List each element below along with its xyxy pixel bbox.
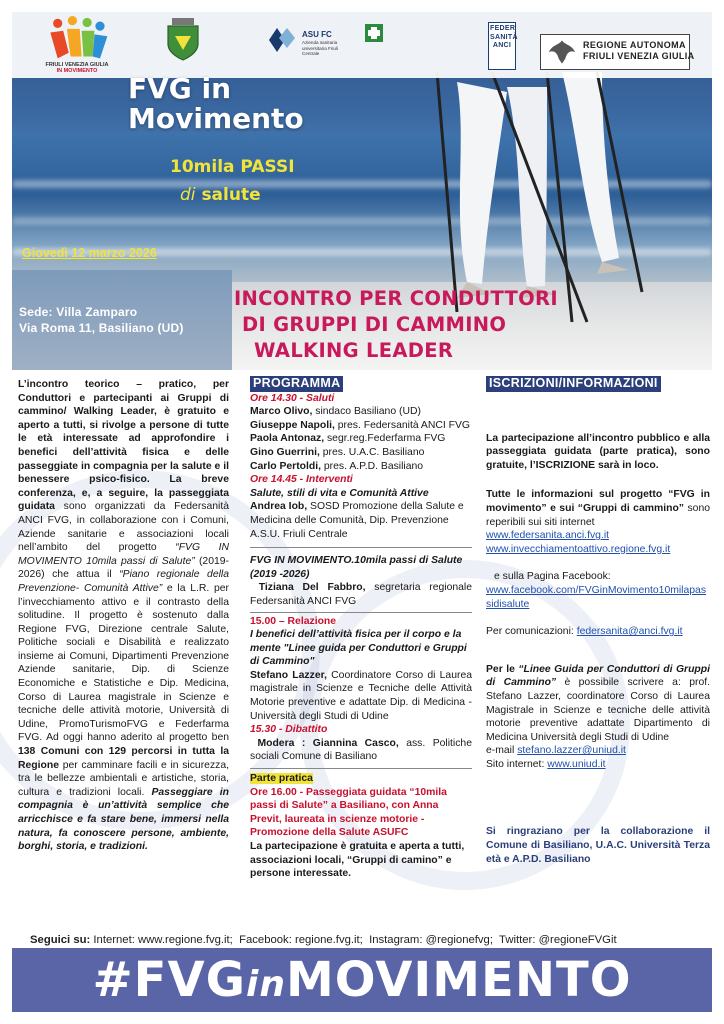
practical-label: Parte pratica — [250, 773, 313, 785]
intro-column — [18, 378, 229, 854]
event-title-line-2: DI GRUPPI DI CAMMINO — [242, 313, 507, 336]
event-date: Giovedì 12 marzo 2026 — [22, 246, 157, 260]
speaker-name: Modera : Giannina Casco, — [257, 737, 399, 749]
thanks-text: Si ringraziano per la collaborazione il Comune di Basiliano, U.A.C. Università Terza età e A.P.D. Basiliano — [486, 826, 710, 865]
fvg-in-movimento-caption — [28, 62, 126, 74]
hashtag-part-fvg: #FVG — [92, 952, 247, 1008]
speaker-row — [250, 669, 472, 723]
speaker-name: Stefano Lazzer, — [250, 669, 327, 681]
email-label: e-mail — [486, 745, 515, 757]
fvg-in-movimento-logo — [44, 16, 110, 62]
site-label: Sito internet: — [486, 758, 545, 770]
speaker-row — [250, 405, 472, 419]
intro-text-4: (2019- 2026) che attua il — [18, 555, 230, 581]
intro-plan-name: “Piano regionale della Prevenzione- Comunità Attive” — [18, 569, 230, 594]
hero-title-line-2: Movimento — [128, 102, 304, 135]
guidelines-title: “Linee Guida per Conduttori di Gruppi di Cammino” — [486, 663, 710, 689]
regione-line-1: REGIONE AUTONOMA — [583, 40, 686, 50]
communication-label: Per comunicazioni: — [486, 626, 574, 638]
guidelines-contact: è possibile scrivere a: prof. Stefano Lazzer, coordinatore Corso di Laurea Magistrale in Scienze e tecniche delle attività motorie preventive adattate Dipartimento di Medicina Università degli Studi di Udine — [486, 677, 710, 743]
divider — [250, 547, 472, 548]
uniud-site-row — [486, 758, 710, 772]
speaker-name: Marco Olivo, — [250, 406, 313, 418]
speaker-name: Giuseppe Napoli, — [250, 419, 335, 431]
facebook-link[interactable]: www.facebook.com/FVGinMovimento10milapassidisalute — [486, 584, 707, 610]
asu-subtitle: Azienda sanitaria universitaria Friuli Centrale — [302, 40, 338, 56]
intro-text-8: per camminare facili e in sicurezza, tra le bellezze ambientali e artistiche, storia, cultura e tradizioni locali. — [18, 759, 229, 798]
asu-title: ASU FC — [302, 30, 332, 39]
guidelines-intro: Per le — [486, 663, 515, 675]
hashtag-part-in: in — [246, 964, 286, 1005]
speaker-row — [250, 460, 472, 474]
guidelines-text — [486, 663, 710, 745]
program-time-relazione: 15.00 – Relazione — [250, 615, 337, 627]
speaker-role: SOSD Promozione della Salute e Medicina delle Comunità, Dip. Prevenzione A.S.U. Friuli Centrale — [250, 501, 464, 540]
info-project-label: Tutte le informazioni sul progetto “FVG in movimento” e sui “Gruppi di cammino” — [486, 489, 710, 514]
hero-subtitle-salute — [180, 186, 261, 204]
program-column — [250, 376, 472, 881]
speaker-role: Coordinatore Corso di Laurea magistrale in Scienze e Tecniche delle Attività Motorie preventive e adattate Dip. di Medicina - Università degli Studi di Udine — [250, 669, 472, 722]
hashtag-banner — [12, 948, 712, 1012]
uniud-link[interactable]: www.uniud.it — [547, 758, 606, 770]
intro-comuni-count: 138 Comuni con 129 percorsi in tutta la Regione — [18, 746, 229, 771]
speaker-row — [250, 432, 472, 446]
lazzer-email-link[interactable]: stefano.lazzer@uniud.it — [517, 745, 626, 757]
facebook-handle[interactable]: Facebook: regione.fvg.it; — [239, 934, 363, 946]
speaker-row — [250, 500, 472, 541]
event-title-line-1: INCONTRO PER CONDUTTORI — [234, 287, 558, 310]
speaker-name: Gino Guerrini, — [250, 446, 320, 458]
venue-line-2: Via Roma 11, Basiliano (UD) — [19, 321, 184, 335]
intro-text-2: sono organizzati da Federsanità ANCI FVG, in collaborazione con i Comuni, Aziende sanitarie e associazioni locali nell’ambito del progetto — [18, 501, 230, 554]
program-talk-title: Salute, stili di vita e Comunità Attive — [250, 487, 429, 499]
program-time-dibattito: 15.30 - Dibattito — [250, 724, 328, 736]
speaker-role: ass. Politiche sociali Comune di Basiliano — [250, 737, 472, 763]
speaker-name: Carlo Pertoldi, — [250, 460, 322, 472]
intro-text-6: e la L.R. per l’invecchiamento attivo e il contrasto della solitudine. Il progetto è sostenuto dalla Regione FVG, Direzione centrale Salute, Politiche sociali e Disabilità e realizzato insieme ai Comuni, Dipartimenti Prevenzione Aziende sanitarie, Dip. di Scienze Economiche e Statistiche e Dip. Medicina, Corso di Laurea magistrale in Scienze e tecniche delle attività motorie, Università di Udine, PromoTurismoFVG e Federfarma FVG. Ad oggi hanno aderito al progetto ben — [18, 582, 229, 744]
speaker-role: sindaco Basiliano (UD) — [315, 406, 421, 418]
intro-text-1: L’incontro teorico – pratico, per Conduttori e partecipanti ai Gruppi di cammino/ Walking Leader, è gratuito e aperto a tutti, si rivolge a persone di tutte le età interessate ad approfondire i benefici dell’attività fisica e delle passeggiate in compagnia per la salute e il benessere psico-fisico. La breve conferenza, e, a seguire, la passeggiata guidata — [18, 379, 229, 513]
facebook-link-row — [486, 584, 710, 611]
federsanita-email-link[interactable]: federsanita@anci.fvg.it — [576, 626, 683, 638]
regione-line-2: FRIULI VENEZIA GIULIA — [583, 50, 695, 61]
speaker-role: pres. U.A.C. Basiliano — [322, 446, 425, 458]
practical-label-row — [250, 772, 472, 786]
invecchiamento-link[interactable]: www.invecchiamentoattivo.regione.fvg.it — [486, 543, 671, 555]
info-heading: ISCRIZIONI/INFORMAZIONI — [486, 376, 661, 392]
hero-title-line-1: FVG in — [128, 72, 232, 105]
communication-row — [486, 625, 710, 639]
info-project-sites: sono reperibili sui siti internet — [486, 502, 711, 528]
regione-fvg-text — [583, 40, 695, 61]
eagle-icon — [545, 37, 579, 67]
speaker-row — [250, 581, 472, 608]
info-project-text — [486, 488, 710, 529]
lazzer-email-row — [486, 744, 710, 758]
logo-caption-region: FRIULI VENEZIA GIULIA — [45, 62, 109, 68]
internet-link[interactable]: Internet: www.regione.fvg.it; — [93, 934, 233, 946]
program-time-saluti: Ore 14.30 - Saluti — [250, 392, 335, 404]
speaker-role: segr.reg.Federfarma FVG — [326, 433, 446, 445]
twitter-handle[interactable]: Twitter: @regioneFVGit — [499, 934, 617, 946]
program-talk-title: FVG IN MOVIMENTO.10mila passi di Salute (2019 -2026) — [250, 555, 463, 580]
speaker-row — [250, 737, 472, 764]
event-venue — [19, 304, 184, 336]
federsanita-logo-text: FEDER SANITÀ ANCI — [490, 25, 518, 49]
program-walk-note: La partecipazione è gratuita e aperta a tutti, associazioni locali, “Gruppi di camino” e persone interessate. — [250, 841, 465, 880]
hero-title — [128, 74, 304, 134]
speaker-role: pres. A.P.D. Basiliano — [323, 460, 424, 472]
hero-subtitle-passi: 10mila PASSI — [170, 157, 295, 177]
speaker-row — [250, 419, 472, 433]
info-registration: La partecipazione all’incontro pubblico e alla passeggiata guidata (parte pratica), sono gratuite, l’ISCRIZIONE sarà in loco. — [486, 432, 710, 471]
federsanita-link[interactable]: www.federsanita.anci.fvg.it — [486, 530, 610, 542]
event-title-line-3: WALKING LEADER — [254, 339, 454, 362]
divider — [250, 612, 472, 613]
speaker-name: Andrea Iob, — [250, 501, 308, 513]
intro-closing: Passeggiare in compagnia è un’attività semplice che arricchisce e fa stare bene, immersi nella natura, fa conoscere persone, ambiente, borghi, storia, e tradizioni. — [18, 786, 229, 853]
program-time-interventi: Ore 14.45 - Interventi — [250, 474, 353, 486]
invecchiamento-link-row — [486, 543, 710, 557]
program-talk-title: I benefici dell’attività fisica per il corpo e la mente "Linee guida per Conduttori e Gruppi di Cammino" — [250, 629, 467, 668]
federfarma-logo — [363, 16, 467, 56]
speaker-row — [250, 446, 472, 460]
subtitle-salute-word: salute — [201, 185, 261, 205]
social-follow-line — [30, 934, 617, 946]
venue-line-1: Sede: Villa Zamparo — [19, 305, 138, 319]
basiliano-crest-logo — [160, 16, 206, 62]
program-heading: PROGRAMMA — [250, 376, 343, 392]
subtitle-di: di — [180, 185, 196, 205]
speaker-name: Paola Antonaz, — [250, 433, 325, 445]
instagram-handle[interactable]: Instagram: @regionefvg; — [369, 934, 493, 946]
speaker-role: pres. Federsanità ANCI FVG — [337, 419, 471, 431]
hashtag-part-movimento: MOVIMENTO — [285, 952, 632, 1008]
event-title — [234, 286, 558, 364]
intro-project-name: “FVG IN MOVIMENTO 10mila passi di Salute” — [18, 542, 229, 567]
divider — [250, 768, 472, 769]
speaker-role: segretaria regionale Federsanità ANCI FVG — [250, 582, 472, 607]
follow-label: Seguici su: — [30, 934, 91, 946]
facebook-text: e sulla Pagina Facebook: — [494, 571, 611, 583]
federsanita-link-row — [486, 529, 710, 543]
info-column — [486, 376, 710, 866]
program-walk: Ore 16.00 - Passeggiata guidata “10mila passi di Salute” a Basiliano, con Anna Previt, laureata in scienze motorie - Promozione della Salute ASUFC — [250, 786, 447, 839]
logo-caption-title: IN MOVIMENTO — [56, 68, 98, 74]
speaker-name: Tiziana Del Fabbro, — [258, 582, 366, 594]
